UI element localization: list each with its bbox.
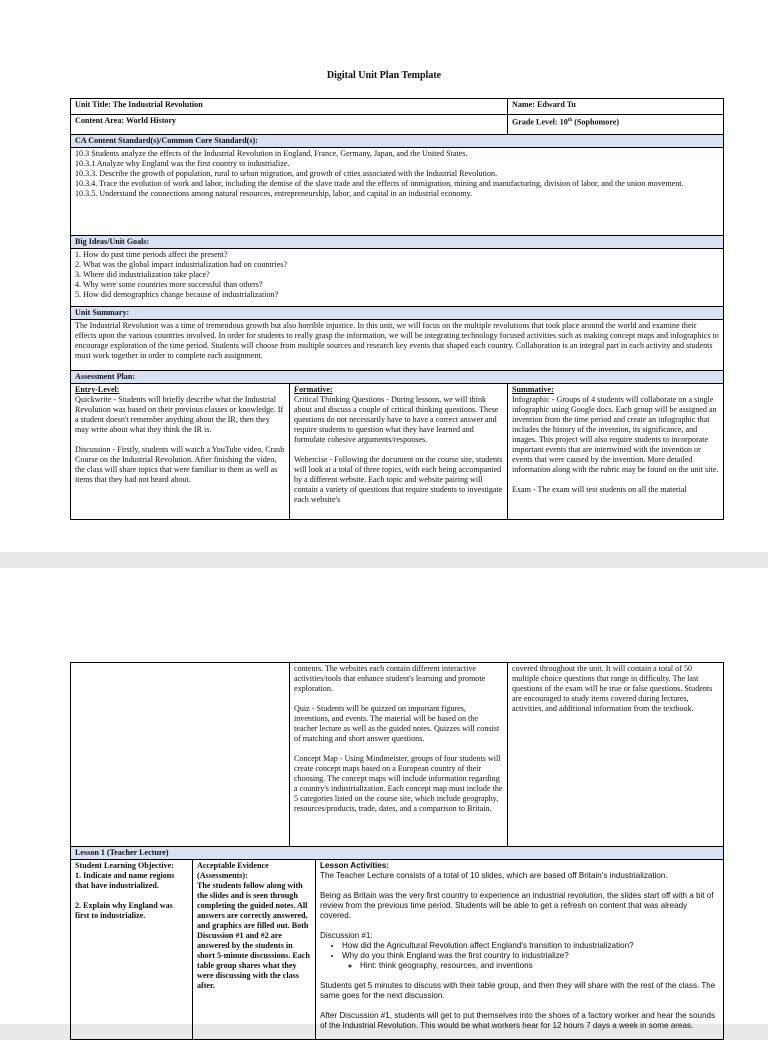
big-idea-item: 2. What was the global impact industrialization had on countries? — [75, 260, 288, 269]
concept-map-text: Concept Map - Using Mindmeister, groups of four students will create concept maps based on a European country of their choosing. The concept maps will include information regarding a country's industrialization. Each concept map must include the 5 categories listed on the course site, which include geography, resources/products, trade, dates, and a comparison to Britain. — [294, 754, 503, 813]
summative-label: Summative: — [512, 385, 554, 394]
assessment-header: Assessment Plan: — [71, 371, 724, 384]
quickwrite-text: Quickwrite - Students will briefly describe what the Industrial Revolution was based on their previous classes or knowledge. If a student doesn't remember anything about the IR, then they may write about what they think the IR is. — [75, 395, 284, 434]
entry-level-cell-cont — [71, 663, 290, 847]
activities-cell — [316, 860, 724, 1040]
objective-item: 2. Explain why England was first to industrialize. — [75, 901, 173, 920]
activities-review: Being as Britain was the very first country to experience an industrial revolution, the slides start off with a bit of review from the previous time period. Students will be able to get a refresh on content that was already covered. — [320, 891, 714, 920]
lesson1-table — [70, 859, 724, 1040]
standard-item: 10.3.5. Understand the connections among natural resources, entrepreneurship, labor, and capital in an industrial economy. — [75, 189, 473, 198]
big-idea-item: 1. How do past time periods affect the present? — [75, 250, 228, 259]
quiz-text: Quiz - Students will be quizzed on important figures, inventions, and events. The material will be based on the teacher lecture as well as the guided notes. Quizzes will consist of matching and short answer questions. — [294, 704, 500, 743]
big-ideas-list — [71, 249, 724, 307]
discussion-questions — [320, 941, 719, 971]
discussion-text: Discussion - Firstly, students will watch a YouTube video, Crash Course on the Industrial Revolution. After finishing the video, the class will share topics that were familiar to them as well as items that they had not heard about. — [75, 445, 285, 484]
exam-text: Exam - The exam will test students on all the material — [512, 485, 687, 494]
big-idea-item: 3. Where did industrialization take place? — [75, 270, 210, 279]
unit-title: Unit Title: The Industrial Revolution — [71, 99, 508, 115]
objective-cell — [71, 860, 193, 1040]
unit-plan-table-continued — [70, 662, 724, 860]
summary-header: Unit Summary: — [71, 307, 724, 320]
objective-item: 1. Indicate and name regions that have industrialized. — [75, 871, 175, 890]
page-2 — [0, 568, 768, 1030]
activities-intro: The Teacher Lecture consists of a total of 10 slides, which are based off Britain's industrialization. — [320, 871, 668, 880]
formative-cell-cont — [290, 663, 508, 847]
summative-cell-cont — [508, 663, 724, 847]
discussion-label: Discussion #1: — [320, 931, 373, 940]
discussion-question: • How did the Agricultural Revolution affect England's transition to industrialization? — [342, 941, 719, 951]
unit-summary-text: The Industrial Revolution was a time of tremendous growth but also horrible injustice. In this unit, we will focus on the multiple revolutions that took place around the world and examine their effects upon the various countries involved. In order for students to really grasp the information, we will be integrating technology focused activities such as making concept maps and infographics to encourage exploration of the time period. Students will choose from multiple sources and research key events that shaped each country. Collaboration is an integral part in each activity and students must work together in order to complete each assignment. — [71, 320, 724, 371]
lesson1-header: Lesson 1 (Teacher Lecture) — [71, 847, 724, 860]
discussion-hint: ◦ Hint: think geography, resources, and inventions — [360, 961, 719, 971]
summative-cell — [508, 384, 724, 520]
standard-item: 10.3.3. Describe the growth of population, rural to urban migration, and growth of cities associated with the Industrial Revolution. — [75, 169, 498, 178]
grade-level: Grade Level: 10th (Sophomore) — [508, 115, 724, 135]
critical-thinking-text: Critical Thinking Questions - During lessons, we will think about and discuss a couple of critical thinking questions. These questions do not necessarily have to have a correct answer and require students to question what they have learned and formulate cohesive arguments/responses. — [294, 395, 499, 444]
activities-label: Lesson Activities: — [320, 861, 389, 870]
document-title: Digital Unit Plan Template — [326, 70, 442, 81]
standard-item: 10.3 Students analyze the effects of the Industrial Revolution in England, France, Germany, Japan, and the United States. — [75, 149, 468, 158]
evidence-cell — [193, 860, 316, 1040]
evidence-label: Acceptable Evidence (Assessments): — [197, 861, 269, 880]
activities-share: Students get 5 minutes to discuss with their table group, and then they will share with the rest of the class. The same goes for the next discussion. — [320, 981, 716, 1000]
big-idea-item: 4. Why were some countries more successful than others? — [75, 280, 263, 289]
big-idea-item: 5. How did demographics change because of industrialization? — [75, 290, 279, 299]
evidence-text: The students follow along with the slides and is seen through completing the guided notes. All answers are correctly answered, and graphics are filled out. Both Discussion #1 and #2 are answered by the students in short 5-minute discussions. Each table group shares what they were discussing with the class after. — [197, 881, 310, 990]
formative-cell — [290, 384, 508, 520]
exam-text-cont: covered throughout the unit. It will contain a total of 50 multiple choice questions that range in difficulty. The last questions of the exam will be true or false questions. Students are encouraged to study items covered during lectures, activities, and additional information from the textbook. — [512, 664, 713, 713]
formative-label: Formative: — [294, 385, 333, 394]
content-area: Content Area: World History — [71, 115, 508, 135]
activities-factory: After Discussion #1, students will get to put themselves into the shoes of a factory worker and hear the sounds of the Industrial Revolution. This would be what workers hear for 12 hours 7 days a week in some areas. — [320, 1011, 716, 1030]
standards-list — [71, 148, 724, 236]
big-ideas-header: Big Ideas/Unit Goals: — [71, 236, 724, 249]
discussion-question: • Why do you think England was the first country to industrialize? ◦ Hint: think geography, resources, and inventions — [342, 951, 719, 971]
standard-item: 10.3.1 Analyze why England was the first country to industrialize. — [75, 159, 290, 168]
infographic-text: Infographic - Groups of 4 students will collaborate on a single infographic using Google docs. Each group will be assigned an invention from the time period and create an infographic that includes the history of the invention, its significance, and images. This project will also require students to incorporate important events that are intertwined with the invention or events that were caused by the invention. More detailed information along with the rubric may be found on the unit site. — [512, 395, 719, 474]
teacher-name: Name: Edward Tu — [508, 99, 724, 115]
webercise-text: Webercise - Following the document on the course site, students will look at a total of three topics, with each being accompanied by a different website. Each topic and website pairing will contain a variety of questions that require students to investigate each website's — [294, 455, 503, 504]
webercise-text-cont: contents. The websites each contain different interactive activities/tools that enhance student's learning and promote exploration. — [294, 664, 486, 693]
standards-header: CA Content Standard(s)/Common Core Standard(s): — [71, 135, 724, 148]
entry-level-cell — [71, 384, 290, 520]
entry-level-label: Entry-Level: — [75, 385, 120, 394]
unit-plan-table — [70, 98, 724, 520]
standard-item: 10.3.4. Trace the evolution of work and labor, including the demise of the slave trade and the effects of immigration, mining and manufacturing, division of labor, and the union movement. — [75, 179, 684, 188]
objective-label: Student Learning Objective: — [75, 861, 174, 870]
